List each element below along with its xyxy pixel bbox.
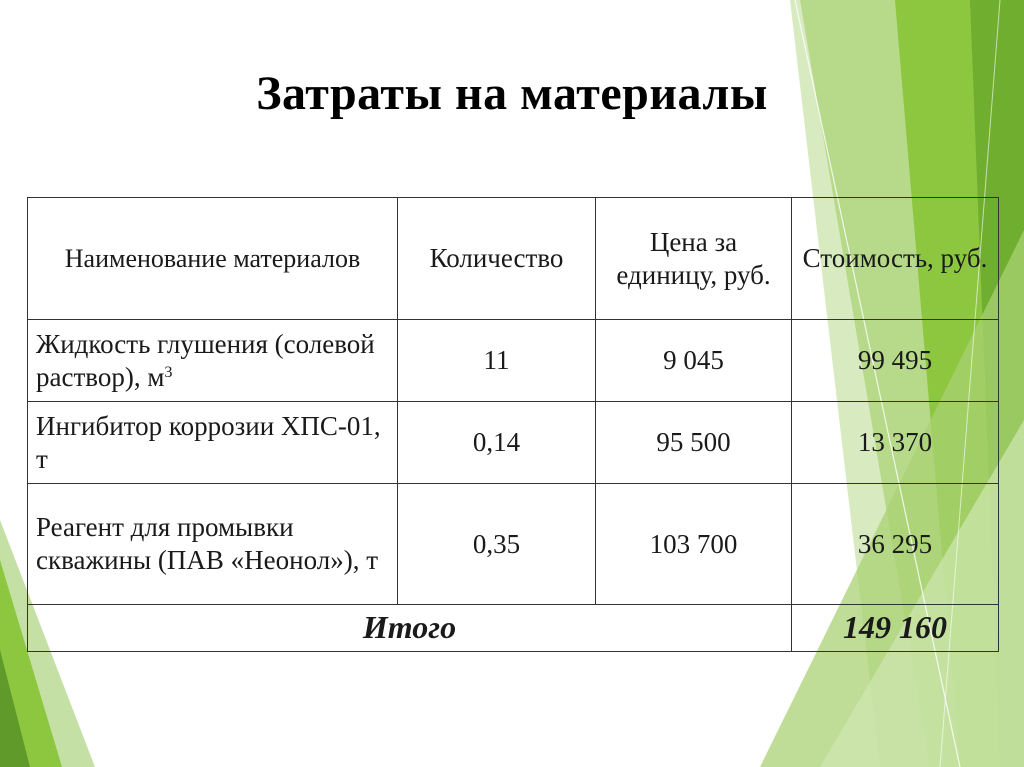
table-row xyxy=(28,320,999,402)
table-row xyxy=(28,402,999,484)
header-material-name: Наименование материалов xyxy=(28,198,398,320)
material-name-cell xyxy=(28,320,398,402)
quantity-cell: 0,14 xyxy=(398,402,596,484)
slide-title xyxy=(0,66,1024,121)
total-value: 149 160 xyxy=(792,605,999,652)
total-row xyxy=(28,605,999,652)
material-name-cell: Ингибитор коррозии ХПС-01, т xyxy=(28,402,398,484)
material-name-cell: Реагент для промывки скважины (ПАВ «Неонол»), т xyxy=(28,484,398,605)
table-header-row xyxy=(28,198,999,320)
header-cost: Стоимость, руб. xyxy=(792,198,999,320)
materials-cost-table xyxy=(27,197,999,652)
cost-cell: 13 370 xyxy=(792,402,999,484)
header-quantity: Количество xyxy=(398,198,596,320)
unit-price-cell: 95 500 xyxy=(596,402,792,484)
cost-cell: 99 495 xyxy=(792,320,999,402)
material-name: Жидкость глушения (солевой раствор), м xyxy=(36,328,375,392)
unit-superscript: 3 xyxy=(164,362,173,381)
quantity-cell: 0,35 xyxy=(398,484,596,605)
table-row xyxy=(28,484,999,605)
unit-price-cell: 9 045 xyxy=(596,320,792,402)
cost-cell: 36 295 xyxy=(792,484,999,605)
unit-price-cell: 103 700 xyxy=(596,484,792,605)
total-label: Итого xyxy=(28,605,792,652)
slide-title-text: Затраты на материалы xyxy=(256,67,768,120)
quantity-cell: 11 xyxy=(398,320,596,402)
header-unit-price: Цена за единицу, руб. xyxy=(596,198,792,320)
